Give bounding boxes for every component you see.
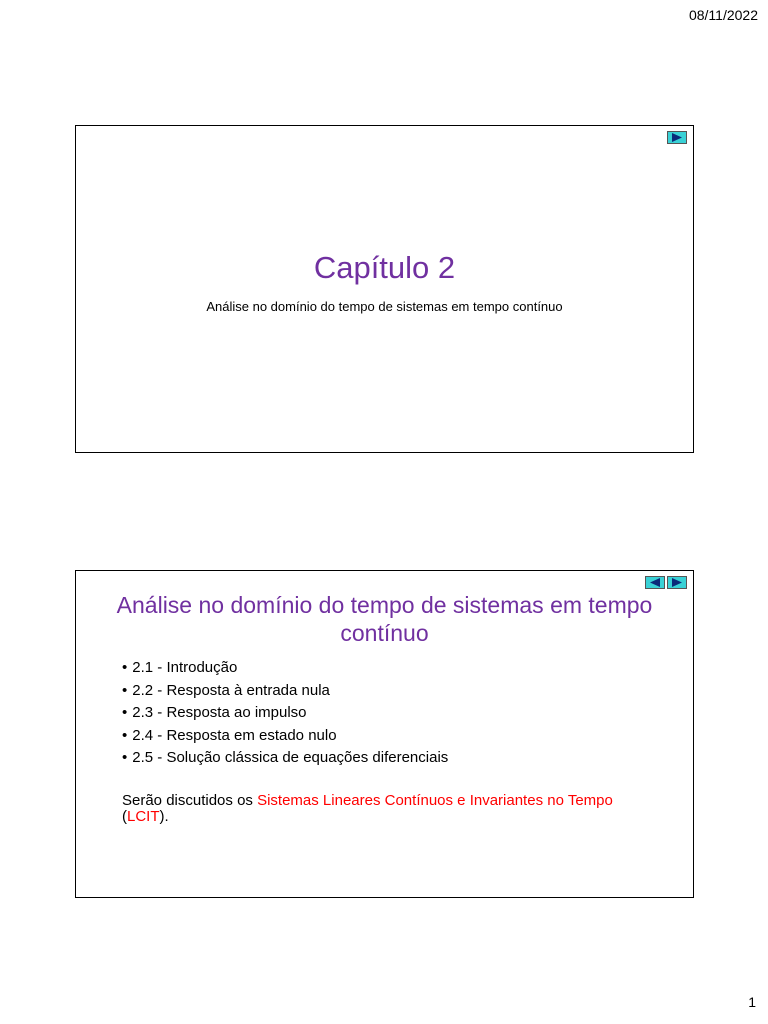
prev-slide-button[interactable] (645, 576, 665, 589)
topic-list (122, 657, 448, 770)
list-item: • 2.4 - Resposta em estado nulo (122, 725, 448, 748)
page-date: 08/11/2022 (688, 7, 758, 23)
play-right-icon (671, 578, 683, 587)
note-highlight: Sistemas Lineares Contínuos e Invariantes no Tempo (257, 792, 613, 809)
list-item: • 2.5 - Solução clássica de equações diferenciais (122, 747, 448, 770)
slide-nav (667, 131, 687, 144)
list-item: • 2.3 - Resposta ao impulso (122, 702, 448, 725)
list-item: • 2.1 - Introdução (122, 657, 448, 680)
note-acronym: LCIT (127, 808, 160, 825)
list-item: • 2.2 - Resposta à entrada nula (122, 680, 448, 703)
chapter-subtitle: Análise no domínio do tempo de sistemas em tempo contínuo (206, 299, 563, 314)
next-slide-button[interactable] (667, 576, 687, 589)
slide-heading: Análise no domínio do tempo de sistemas em tempo contínuo (116, 592, 653, 646)
slide-contents (75, 570, 694, 898)
play-right-icon (671, 133, 683, 142)
page-number: 1 (748, 994, 756, 1010)
chapter-title: Capítulo 2 (313, 250, 456, 285)
summary-note (122, 793, 622, 825)
slide-nav (645, 576, 687, 589)
play-left-icon (649, 578, 661, 587)
note-open-paren: ( (122, 808, 127, 825)
note-prefix: Serão discutidos os (122, 792, 258, 809)
next-slide-button[interactable] (667, 131, 687, 144)
slide-title (75, 125, 694, 453)
note-suffix: ). (159, 808, 169, 825)
